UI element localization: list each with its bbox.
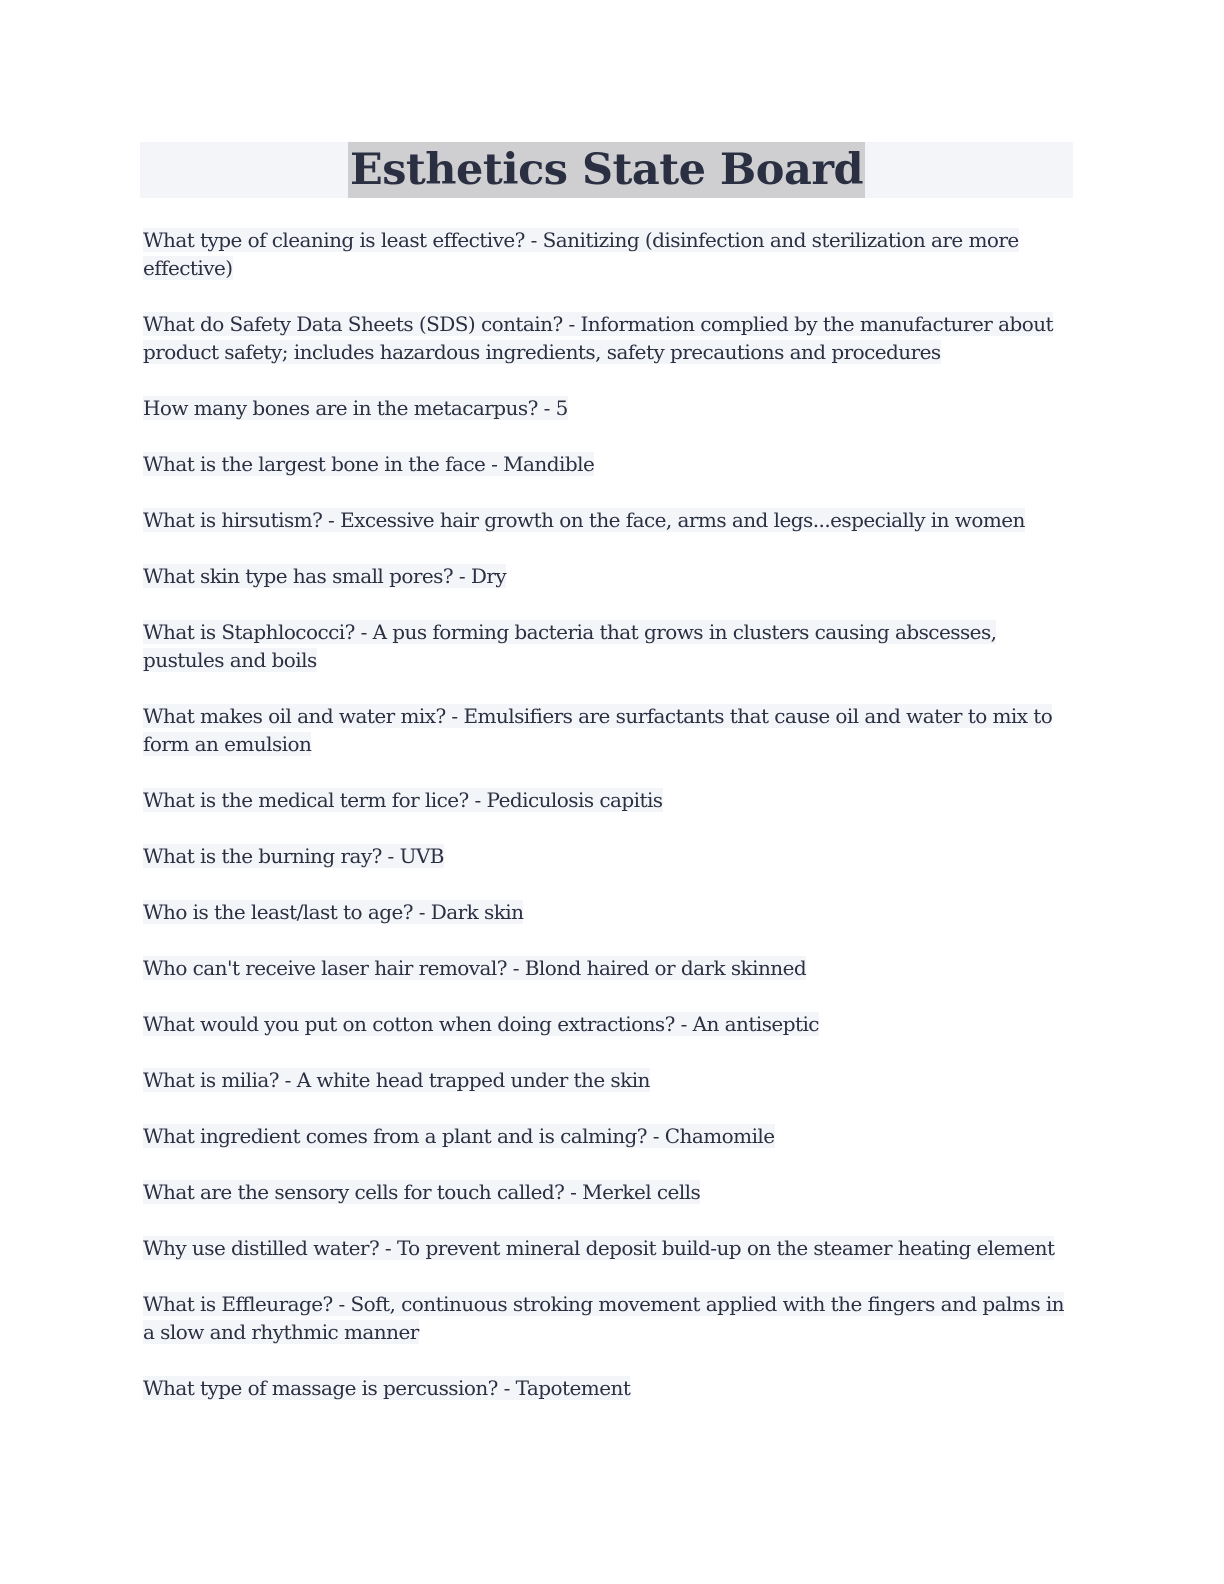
qa-text: What is Effleurage? - Soft, continuous stroking movement applied with the fingers and palms in a slow and rhythmic manner	[143, 1292, 1065, 1344]
qa-item	[143, 394, 1078, 422]
qa-item	[143, 562, 1078, 590]
qa-text: What makes oil and water mix? - Emulsifiers are surfactants that cause oil and water to mix to form an emulsion	[143, 704, 1053, 756]
qa-item	[143, 898, 1078, 926]
qa-text: What is Staphlococci? - A pus forming bacteria that grows in clusters causing abscesses, pustules and boils	[143, 620, 997, 672]
qa-item	[143, 1122, 1078, 1150]
qa-item	[143, 786, 1078, 814]
qa-text: What is the burning ray? - UVB	[143, 844, 444, 868]
qa-text: What type of cleaning is least effective? - Sanitizing (disinfection and sterilization are more effective)	[143, 228, 1019, 280]
qa-item	[143, 506, 1078, 534]
qa-text: What is the largest bone in the face - Mandible	[143, 452, 595, 476]
qa-item	[143, 1178, 1078, 1206]
qa-text: What do Safety Data Sheets (SDS) contain? - Information complied by the manufacturer about product safety; includes hazardous ingredients, safety precautions and procedures	[143, 312, 1054, 364]
qa-text: What would you put on cotton when doing extractions? - An antiseptic	[143, 1012, 819, 1036]
qa-item	[143, 1290, 1078, 1346]
qa-item	[143, 310, 1078, 366]
qa-item	[143, 226, 1078, 282]
qa-item	[143, 1374, 1078, 1402]
document-title: Esthetics State Board	[348, 142, 865, 198]
qa-text: What is the medical term for lice? - Pediculosis capitis	[143, 788, 663, 812]
qa-text: What are the sensory cells for touch called? - Merkel cells	[143, 1180, 701, 1204]
qa-text: Why use distilled water? - To prevent mineral deposit build-up on the steamer heating element	[143, 1236, 1055, 1260]
qa-item	[143, 702, 1078, 758]
qa-text: What is hirsutism? - Excessive hair growth on the face, arms and legs...especially in women	[143, 508, 1025, 532]
qa-item	[143, 1010, 1078, 1038]
qa-text: What skin type has small pores? - Dry	[143, 564, 507, 588]
qa-item	[143, 1066, 1078, 1094]
qa-list	[143, 226, 1078, 1430]
qa-text: Who is the least/last to age? - Dark skin	[143, 900, 524, 924]
qa-text: What type of massage is percussion? - Tapotement	[143, 1376, 631, 1400]
qa-item	[143, 954, 1078, 982]
qa-item	[143, 450, 1078, 478]
qa-item	[143, 1234, 1078, 1262]
qa-item	[143, 842, 1078, 870]
qa-item	[143, 618, 1078, 674]
qa-text: How many bones are in the metacarpus? - 5	[143, 396, 568, 420]
title-band	[140, 142, 1073, 198]
qa-text: Who can't receive laser hair removal? - Blond haired or dark skinned	[143, 956, 807, 980]
qa-text: What is milia? - A white head trapped under the skin	[143, 1068, 650, 1092]
qa-text: What ingredient comes from a plant and is calming? - Chamomile	[143, 1124, 775, 1148]
